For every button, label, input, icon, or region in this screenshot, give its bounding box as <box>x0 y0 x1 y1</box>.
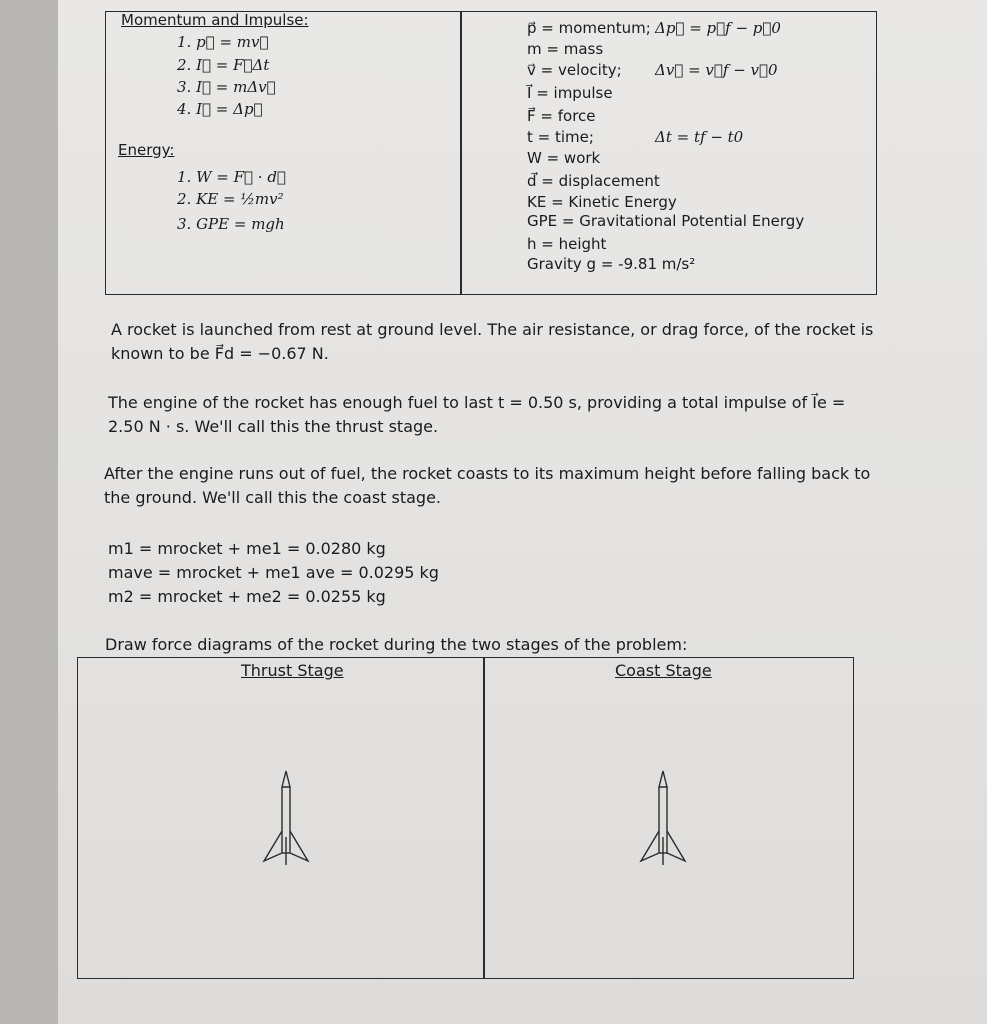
mass-line-2: mave = mrocket + me1 ave = 0.0295 kg <box>108 563 439 582</box>
def-force: F⃗ = force <box>527 107 596 125</box>
def-work: W = work <box>527 149 601 167</box>
def-kinetic-energy: KE = Kinetic Energy <box>527 193 677 211</box>
mass-line-3: m2 = mrocket + me2 = 0.0255 kg <box>108 587 386 606</box>
problem-paragraph-1: A rocket is launched from rest at ground level. The air resistance, or drag force, of the rocket is known to be F⃗d = −0.67 N. <box>111 320 874 363</box>
def-time: t = time; <box>527 128 594 146</box>
def-impulse: I⃗ = impulse <box>527 84 613 102</box>
relation-time-change: Δt = tf − t0 <box>655 128 744 146</box>
problem-paragraph-2: The engine of the rocket has enough fuel to last t = 0.50 s, providing a total impulse of I⃗e = 2.50 N · s. We'll call this the thrust stage. <box>108 393 846 436</box>
formula-table <box>105 11 877 295</box>
momentum-formula-3: 3. I⃗ = mΔv⃗ <box>177 78 276 96</box>
formula-table-divider <box>460 11 462 295</box>
def-height: h = height <box>527 235 607 253</box>
energy-formula-2: 2. KE = ½mv² <box>177 190 284 208</box>
thrust-rocket-icon <box>252 765 320 875</box>
momentum-formula-4: 4. I⃗ = Δp⃗ <box>177 100 263 118</box>
diagram-table <box>77 657 854 979</box>
thrust-stage-header: Thrust Stage <box>241 661 344 680</box>
problem-paragraph-3: After the engine runs out of fuel, the rocket coasts to its maximum height before falling back to the ground. We'll call this the coast stage. <box>104 464 871 507</box>
def-velocity: v⃗ = velocity; <box>527 61 622 79</box>
def-mass: m = mass <box>527 40 604 58</box>
momentum-formula-1: 1. p⃗ = mv⃗ <box>177 33 269 51</box>
relation-velocity-change: Δv⃗ = v⃗f − v⃗0 <box>655 61 778 79</box>
momentum-formula-2: 2. I⃗ = F⃗Δt <box>177 56 270 74</box>
def-displacement: d⃗ = displacement <box>527 172 660 190</box>
relation-momentum-change: Δp⃗ = p⃗f − p⃗0 <box>655 19 781 37</box>
energy-formula-1: 1. W = F⃗ · d⃗ <box>177 168 286 186</box>
def-momentum: p⃗ = momentum; <box>527 19 651 37</box>
energy-formula-3: 3. GPE = mgh <box>177 215 285 233</box>
mass-line-1: m1 = mrocket + me1 = 0.0280 kg <box>108 539 386 558</box>
coast-stage-header: Coast Stage <box>615 661 712 680</box>
momentum-title: Momentum and Impulse: <box>121 11 309 29</box>
coast-rocket-icon <box>629 765 697 875</box>
energy-title: Energy: <box>118 141 175 159</box>
diagram-divider <box>483 657 485 979</box>
diagram-prompt: Draw force diagrams of the rocket during the two stages of the problem: <box>105 635 688 654</box>
def-gpe: GPE = Gravitational Potential Energy <box>527 212 805 230</box>
def-gravity: Gravity g = -9.81 m/s² <box>527 255 696 273</box>
